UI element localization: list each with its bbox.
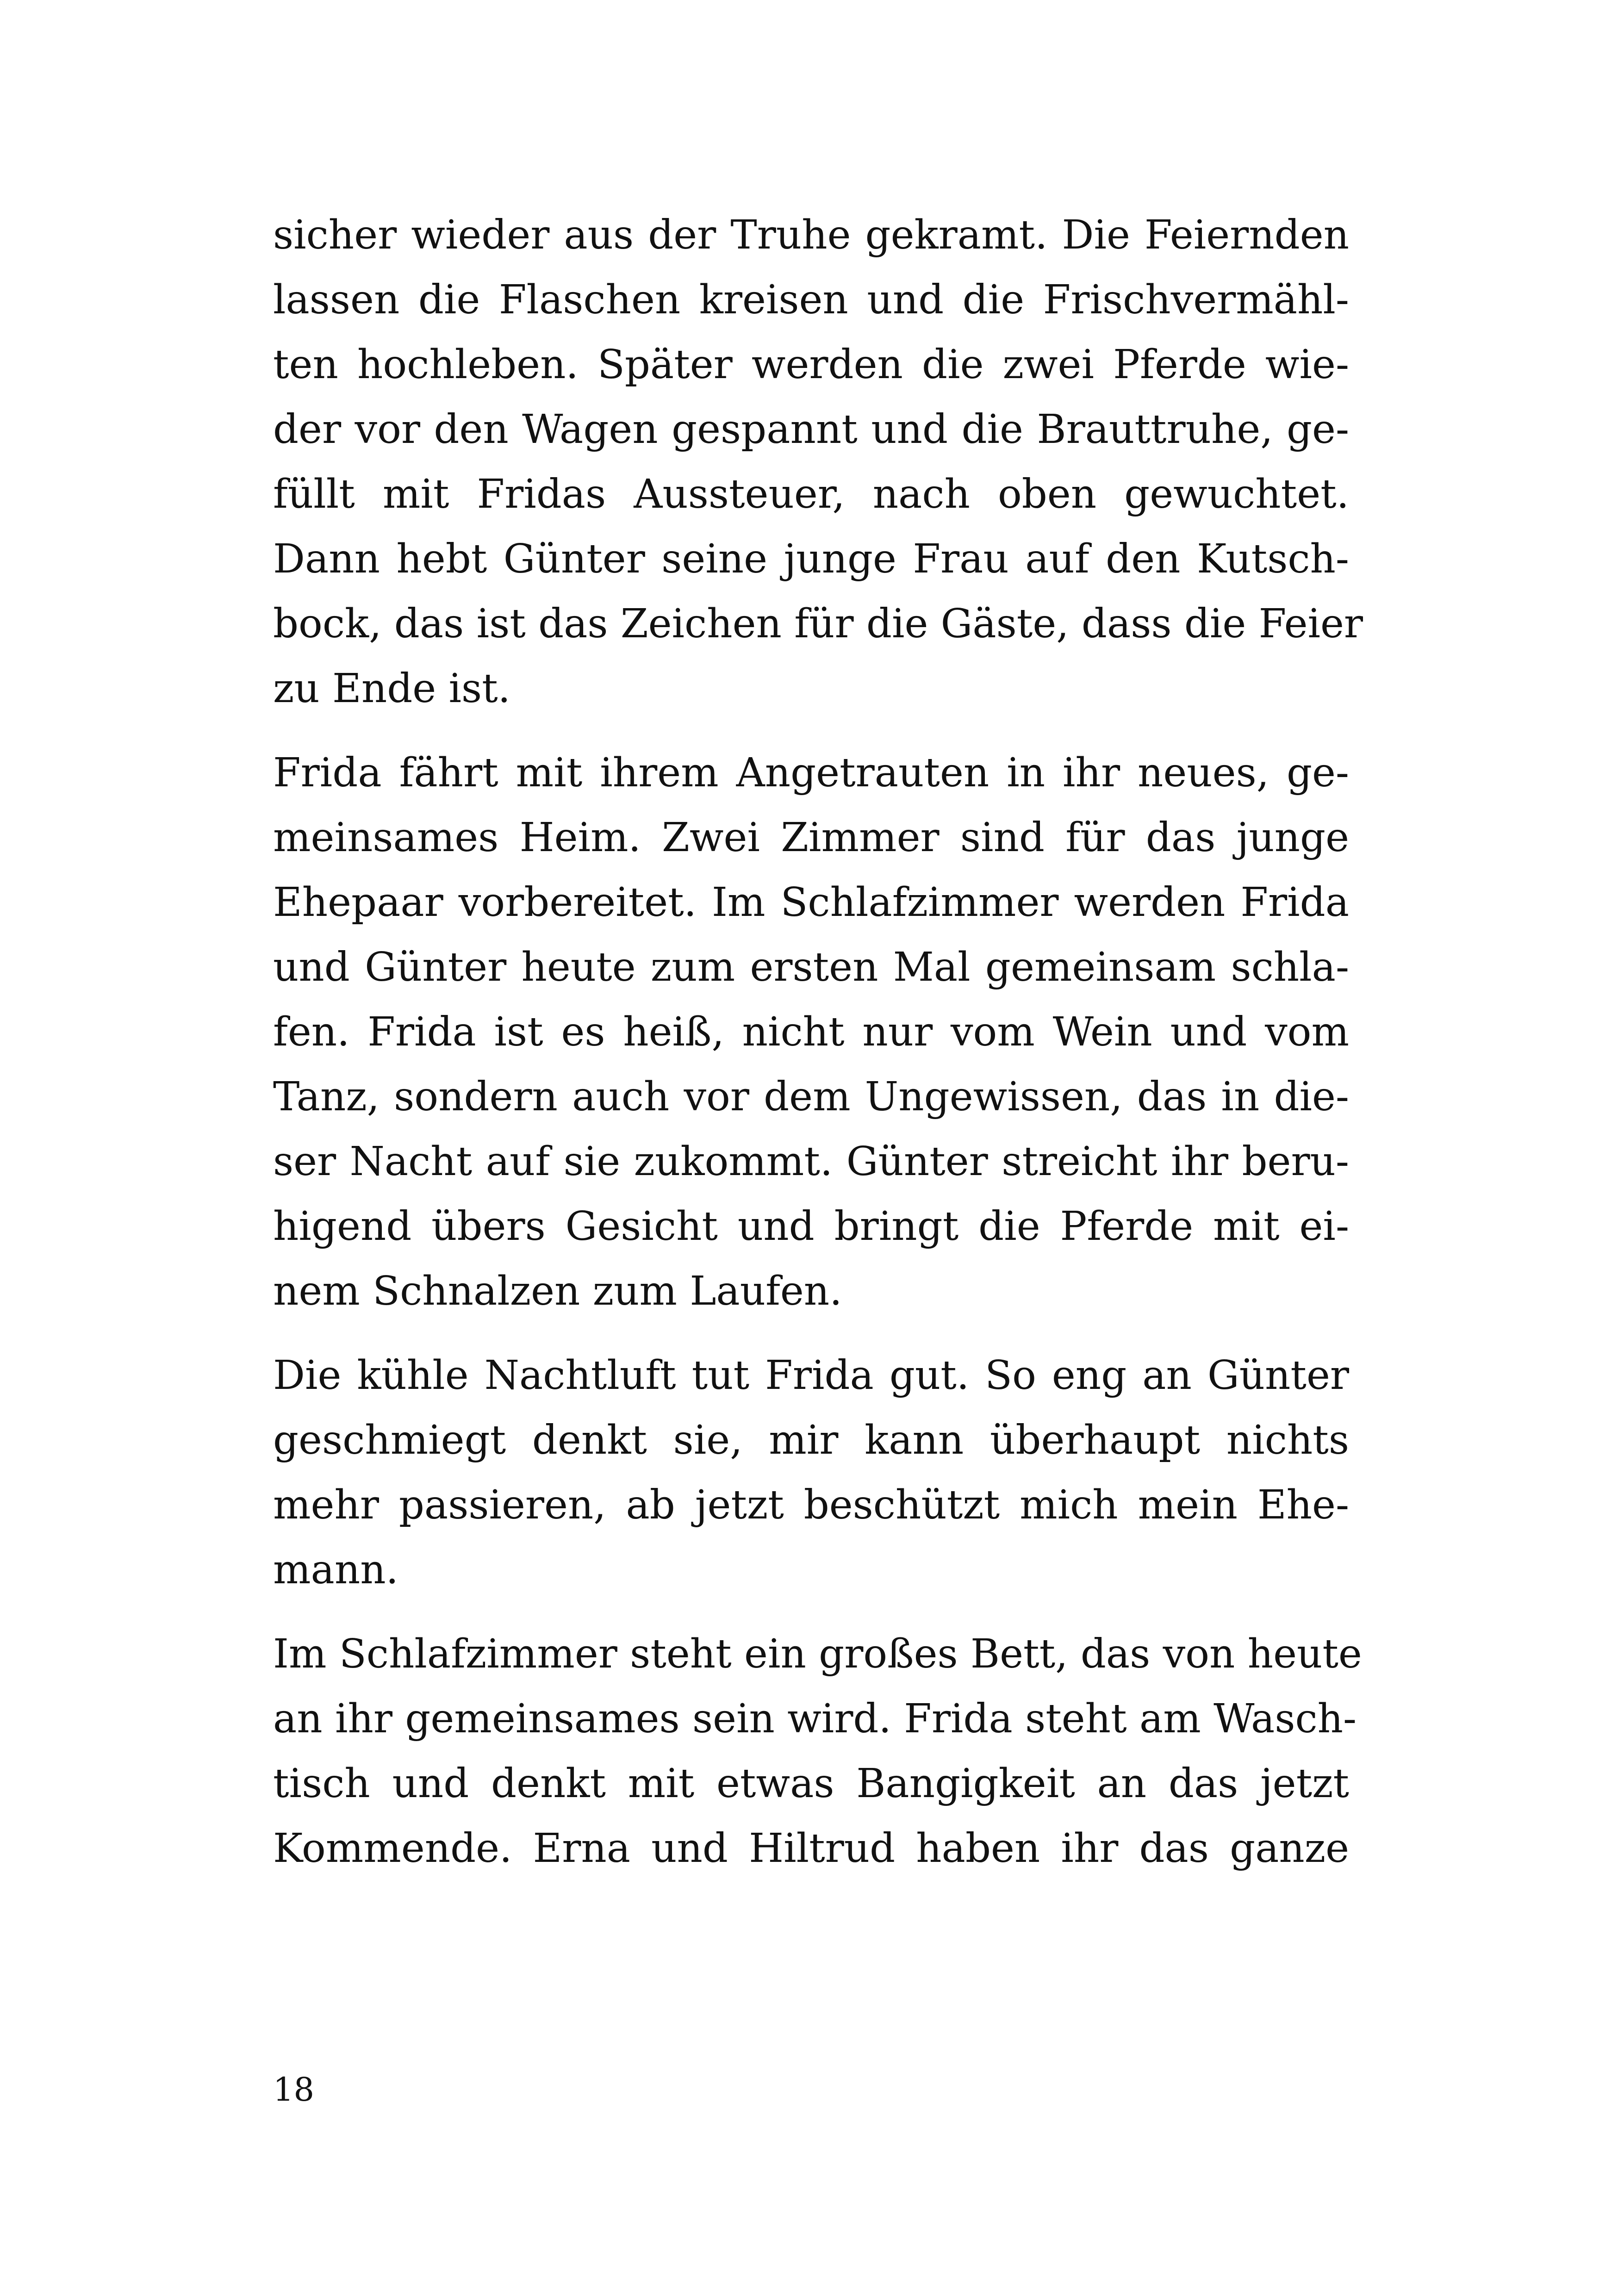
text-line: Ehepaar vorbereitet. Im Schlafzimmer werden Frida — [273, 879, 1349, 926]
text-line: ten hochleben. Später werden die zwei Pferde wie- — [273, 342, 1349, 388]
paragraph-1 — [273, 203, 1363, 721]
text-line: geschmiegt denkt sie, mir kann überhaupt nichts — [273, 1417, 1349, 1463]
text-line: füllt mit Fridas Aussteuer, nach oben gewuchtet. — [273, 471, 1349, 517]
paragraph-3 — [273, 1343, 1349, 1602]
text-line: bock, das ist das Zeichen für die Gäste, dass die Feier — [273, 601, 1363, 647]
text-line: und Günter heute zum ersten Mal gemeinsam schla- — [273, 944, 1349, 990]
text-line: sicher wieder aus der Truhe gekramt. Die Feiernden — [273, 212, 1349, 258]
text-line: Frida fährt mit ihrem Angetrauten in ihr neues, ge- — [273, 750, 1349, 796]
text-line: ser Nacht auf sie zukommt. Günter streicht ihr beru- — [273, 1139, 1349, 1185]
text-line: mann. — [273, 1547, 398, 1593]
text-line: tisch und denkt mit etwas Bangigkeit an das jetzt — [273, 1761, 1349, 1807]
text-line: Dann hebt Günter seine junge Frau auf den Kutsch- — [273, 536, 1349, 582]
paragraph-4 — [273, 1622, 1362, 1881]
text-line: Kommende. Erna und Hiltrud haben ihr das ganze — [273, 1825, 1349, 1872]
text-line: an ihr gemeinsames sein wird. Frida steht am Wasch- — [273, 1696, 1357, 1742]
paragraph-2 — [273, 740, 1349, 1324]
text-line: Im Schlafzimmer steht ein großes Bett, das von heute — [273, 1631, 1362, 1677]
text-line: der vor den Wagen gespannt und die Brauttruhe, ge- — [273, 406, 1349, 453]
text-line: mehr passieren, ab jetzt beschützt mich mein Ehe- — [273, 1482, 1349, 1528]
text-line: Die kühle Nachtluft tut Frida gut. So eng an Günter — [273, 1352, 1349, 1399]
text-line: higend übers Gesicht und bringt die Pferde mit ei- — [273, 1203, 1349, 1250]
text-line: Tanz, sondern auch vor dem Ungewissen, das in die- — [273, 1074, 1349, 1120]
body-text — [273, 203, 1363, 1900]
text-line: fen. Frida ist es heiß, nicht nur vom Wein und vom — [273, 1009, 1349, 1055]
text-line: zu Ende ist. — [273, 666, 511, 712]
page-number: 18 — [273, 2071, 315, 2109]
text-line: lassen die Flaschen kreisen und die Frischvermähl- — [273, 277, 1349, 323]
text-line: nem Schnalzen zum Laufen. — [273, 1268, 842, 1314]
text-line: meinsames Heim. Zwei Zimmer sind für das junge — [273, 815, 1349, 861]
